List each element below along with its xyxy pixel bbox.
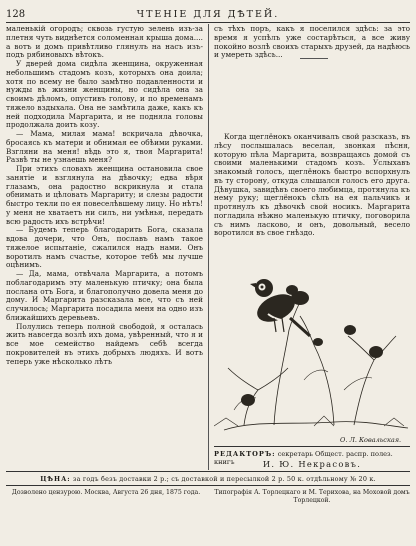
illustration-caption: О. Л. Ковальская. (340, 436, 402, 444)
paragraph: — Будемъ теперь благодарить Бога, сказала вдова дочери, что Онъ, пославъ намъ такое тяжелое испытаніе, сжалился надъ нами. Онъ воротилъ намъ счастье, которое тебѣ мы лучше оцѣнимъ. (6, 225, 203, 270)
paragraph: — Да, мама, отвѣчала Маргарита, а потомъ поблагодаримъ эту маленькую птичку; она была послана отъ Бога, и благополучно довела меня до дому. И Маргарита разсказала все, что съ ней случилось; Маргарита посадила меня на одно изъ ближайшихъ деревьевъ. (6, 269, 203, 322)
paragraph: При этихъ словахъ женщина остановила свое занятіе и взглянула на дѣвочку; едва вѣря глазамъ, она радостно вскрикнула и стала обнимать и цѣловать Маргариту; и слезы радости быстро текли по ея повеселѣвшему лицу. Но нѣтъ! у меня не хватаетъ ни силъ, ни умѣнья, передать всю радость ихъ встрѣчи! (6, 164, 203, 226)
paragraph: Когда щеглёнокъ оканчивалъ свой разсказъ, въ лѣсу послышалась веселая, звонкая пѣсня, которую пѣла Маргарита, возвращаясь домой съ своими маленькими стадомъ козъ. Услыхавъ знакомый голосъ, щеглёнокъ быстро вспорхнулъ въ ту сторону, откуда слышался голосъ его друга. Дѣвушка, завидѣвъ своего любимца, протянула къ нему руку; щеглёнокъ сѣлъ на ея пальчикъ и протянулъ къ дѣвочкѣ свой носикъ. Маргарита погладила нѣжно маленькую птичку, поговорила съ нимъ ласково, и онъ, довольный, весело воротился въ свое гнѣздо. (214, 132, 410, 238)
header-rule (6, 22, 410, 23)
price-label: ЦѢНА: (40, 475, 71, 483)
paragraph: съ тѣхъ поръ, какъ я поселился здѣсь: за это время я успѣлъ уже состарѣться, а все живу покойно возлѣ своихъ старыхъ друзей, да надѣюсь и умереть здѣсь... (214, 24, 410, 60)
editor-rule (214, 446, 410, 447)
price-text: за годъ безъ доставки 2 р.; съ доставкой и пересылкой 2 р. 50 к. отдѣльному № 20 к. (72, 475, 376, 483)
editor-details: секретарь Общест. распр. полез. книгъ (214, 450, 393, 466)
bottom-rule (6, 471, 410, 472)
running-title: ЧТЕНІЕ ДЛЯ ДѢТЕЙ. (136, 9, 280, 20)
paragraph: Полулись теперь полной свободой, я осталась жить навсегда возлѣ ихъ дома, увѣренный, что я и все мое семейство найдемъ себѣ всегда покровителей въ этихъ добрыхъ людяхъ. И вотъ теперь уже нѣсколько лѣтъ (6, 321, 203, 366)
right-column-top (214, 25, 410, 60)
paragraph: У дверей дома сидѣла женщина, окруженная небольшимъ стадомъ козъ, которыхъ она доила; хотя по всему не было замѣтно подавленности и нужды въ жизни женщины, но сидѣла она за своимъ дѣломъ, опустивъ голову, и по временамъ тяжело вздыхала. Она не замѣтила даже, какъ къ ней подходила Маргарита, и не подняла головы продолжала доить козу. (6, 59, 203, 130)
paragraph: — Мама, милая мама! вскричала дѣвочка, бросаясь къ матери и обнимая ее обѣими руками. Взгляни на меня! вѣдь это я, твоя Маргарита! Развѣ ты не узнаешь меня? (6, 129, 203, 165)
right-column-middle (214, 133, 410, 238)
censor-note: Дозволено цензурою. Москва, Августа 26 дня, 1875 года. (11, 489, 201, 496)
editor-label: РЕДАКТОРЪ: (214, 450, 276, 458)
left-column (6, 25, 203, 366)
section-divider (300, 58, 328, 59)
paragraph: маленькій огородъ; сквозь густую зелень изъ-за плетня чуть виднѣется соломенная крыша дома.... а вотъ и домъ привѣтливо глянулъ на насъ изъ-подъ рябиновыхъ вѣтокъ. (6, 24, 203, 60)
engraving-illustration (214, 250, 410, 435)
bottom-rule-2 (6, 485, 410, 486)
printer-note: Типографія А. Торлецкаго и М. Терихова, на Моховой домъ Торлецкой. (214, 489, 410, 505)
page-number: 128 (6, 9, 26, 20)
price-line (6, 475, 410, 483)
column-divider (208, 24, 209, 470)
page-header (6, 9, 410, 21)
editor-name: И. Ю. Некрасовъ. (262, 459, 362, 469)
